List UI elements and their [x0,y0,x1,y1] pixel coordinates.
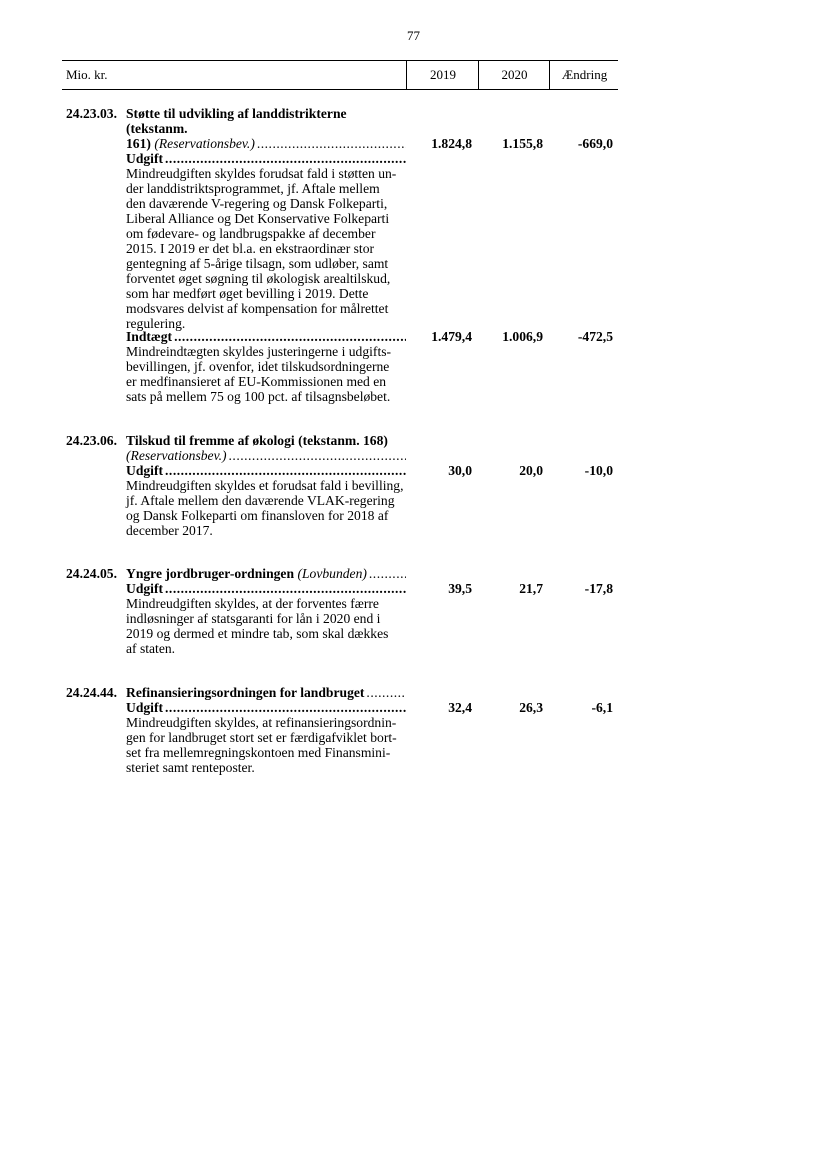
item-description: Mindreudgiften skyldes, at der forventes færre indløsninger af statsgaranti for lån i 2020 end i 2019 og dermed et mindre tab, som skal dækkes af staten. [126,596,389,656]
value-2020: 20,0 [519,463,543,478]
value-2019: 32,4 [448,700,472,715]
item-description: Mindreudgiften skyldes et forudsat fald i bevilling, jf. Aftale mellem den daværende VLAK-regering og Dansk Folkeparti om finansloven for 2018 af december 2017. [126,478,404,538]
value-change: -6,1 [591,700,613,715]
item-label-udgift: Udgift ..... [126,463,406,478]
header-year-2020: 2020 [478,61,550,89]
value-2020: 1.006,9 [502,329,543,344]
section-body [126,566,406,656]
section-title-line2 [126,136,406,151]
section-title: Refinansieringsordningen for landbruget ..... [126,685,406,700]
section-title: Tilskud til fremme af økologi (tekstanm. 168) [126,433,388,448]
value-2020: 21,7 [519,581,543,596]
value-2020: 26,3 [519,700,543,715]
item-label-indtaegt: Indtægt ..... [126,329,406,344]
value-2019: 39,5 [448,581,472,596]
value-change: -17,8 [584,581,613,596]
value-2019: 30,0 [448,463,472,478]
header-year-2019: 2019 [406,61,479,89]
section-number: 24.24.44. [66,685,117,700]
value-2020: 1.155,8 [502,136,543,151]
section-body [126,329,406,404]
page-number: 77 [407,28,420,43]
section-body [126,433,406,538]
value-2019: 1.824,8 [431,136,472,151]
header-change: Ændring [549,61,619,89]
section-title-line2 [126,448,406,463]
value-change: -472,5 [577,329,613,344]
value-2019: 1.479,4 [431,329,472,344]
value-change: -669,0 [577,136,613,151]
item-label-udgift: Udgift ..... [126,700,406,715]
item-label-udgift: Udgift ..... [126,581,406,596]
item-description: Mindreudgiften skyldes, at refinansieringsordnin- gen for landbruget stort set er færdigafviklet bort- set fra mellemregningskontoen med Finansmini- steriet samt renteposter. [126,715,397,775]
appropriation-type: (Lovbunden) [297,566,367,581]
section-number: 24.23.03. [66,106,117,121]
item-description: Mindreudgiften skyldes forudsat fald i støtten un- der landdistriktsprogrammet, jf. Aftale mellem den daværende V-regering og Dansk Folkeparti, Liberal Alliance og Det Konservative Folkeparti om fødevare- og landbrugspakke af december 2015. I 2019 er det bl.a. en ekstraordinær stor gentegning af 5-årige tilsagn, som udløber, samt forventet øget søgning til økologisk arealtilskud, som har medført øget bevilling i 2019. Dette modsvares delvist af kompensation for målrettet regulering. [126,166,397,331]
section-body [126,106,406,331]
header-label-mio-kr: Mio. kr. [66,67,108,82]
appropriation-type: (Reservationsbev.) [126,448,227,463]
title-part: 161) [126,136,151,151]
section-number: 24.23.06. [66,433,117,448]
item-label-udgift: Udgift ..... [126,151,406,166]
section-number: 24.24.05. [66,566,117,581]
item-description: Mindreindtægten skyldes justeringerne i udgifts- bevillingen, jf. ovenfor, idet tilskudsordningerne er medfinansieret af EU-Kommissionen med en sats på mellem 75 og 100 pct. af tilsagnsbeløbet. [126,344,392,404]
section-title: Yngre jordbruger-ordningen (Lovbunden) ..... [126,566,406,581]
section-title: Støtte til udvikling af landdistrikterne (tekstanm. [126,106,347,136]
appropriation-type: (Reservationsbev.) [154,136,255,151]
table-header [62,60,618,90]
section-body [126,685,406,775]
value-change: -10,0 [584,463,613,478]
